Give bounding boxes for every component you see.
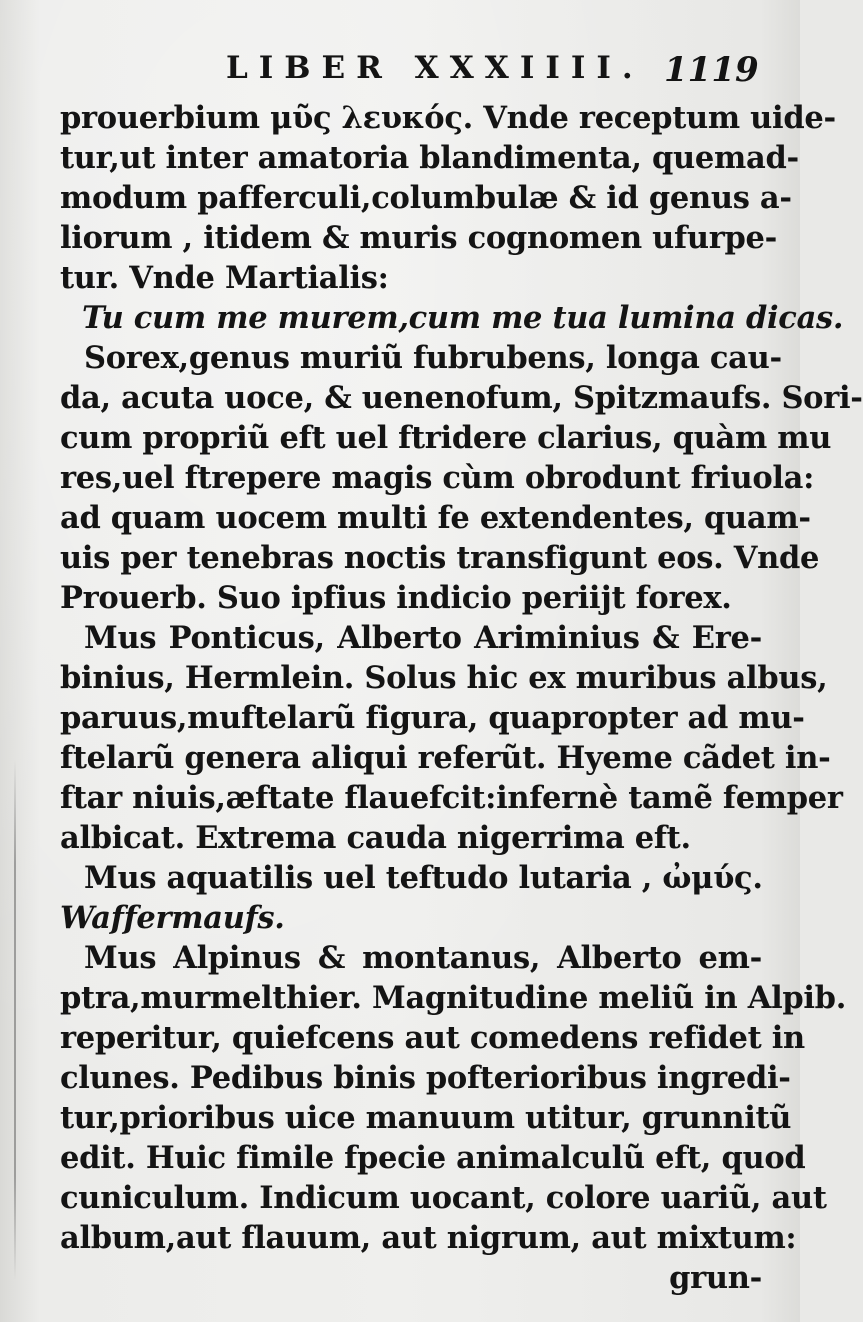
text-line: prouerbium μῦς λευκός. Vnde receptum uide- [60, 100, 836, 136]
text-line: Waffermaufs. [60, 900, 285, 936]
text-line: Sorex,genus muriũ fubrubens, longa cau- [84, 340, 782, 376]
running-head: LIBER XXXIIII. [226, 50, 644, 86]
text-line: albicat. Extrema cauda nigerrima eft. [60, 820, 691, 856]
text-line: Prouerb. Suo ipfius indicio periĳt forex. [60, 580, 732, 616]
text-line: binius, Hermlein. Solus hic ex muribus albus, [60, 660, 828, 696]
text-line: reperitur, quiefcens aut comedens refidet in [60, 1020, 805, 1056]
text-line: Mus Alpinus & montanus, Alberto em- [84, 940, 762, 976]
text-line: tur,prioribus uice manuum utitur, grunnitũ [60, 1100, 792, 1136]
body-text [60, 98, 863, 1298]
text-line: cum propriũ eft uel ftridere clarius, quàm mu [60, 420, 832, 456]
text-line: cuniculum. Indicum uocant, colore uariũ, aut [60, 1180, 827, 1216]
text-line: ftar niuis,æftate flauefcit:infernè tamẽ femper [60, 780, 843, 816]
text-line: da, acuta uoce, & uenenofum, Spitzmaufs. Sori- [60, 380, 863, 416]
text-line: liorum , itidem & muris cognomen ufurpe- [60, 220, 777, 256]
text-line: album,aut flauum, aut nigrum, aut mixtum: [60, 1220, 797, 1256]
text-line: modum pafferculi,columbulæ & id genus a- [60, 180, 792, 216]
text-line: clunes. Pedibus binis pofterioribus ingredi- [60, 1060, 791, 1096]
text-line: ftelarũ genera aliqui referũt. Hyeme cãdet in- [60, 740, 831, 776]
page-header [0, 48, 800, 98]
page-edge-shadow [14, 760, 16, 1280]
catchword: grun- [669, 1260, 762, 1296]
text-line: ptra,murmelthier. Magnitudine meliũ in Alpib. [60, 980, 847, 1016]
verse-line: Tu cum me murem,cum me tua lumina dicas. [82, 300, 844, 336]
text-line: edit. Huic fimile fpecie animalculũ eft, quod [60, 1140, 806, 1176]
text-line: res,uel ftrepere magis cùm obrodunt friuola: [60, 460, 815, 496]
text-line: tur,ut inter amatoria blandimenta, quemad- [60, 140, 799, 176]
text-line: uis per tenebras noctis transfigunt eos. Vnde [60, 540, 820, 576]
text-line: paruus,muftelarũ figura, quapropter ad mu- [60, 700, 805, 736]
text-line: ad quam uocem multi fe extendentes, quam- [60, 500, 811, 536]
text-line: Mus Ponticus, Alberto Ariminius & Ere- [84, 620, 762, 656]
text-line: tur. Vnde Martialis: [60, 260, 389, 296]
page-number: 1119 [664, 50, 759, 90]
text-line: Mus aquatilis uel teftudo lutaria , ὠμύς. [84, 860, 763, 896]
